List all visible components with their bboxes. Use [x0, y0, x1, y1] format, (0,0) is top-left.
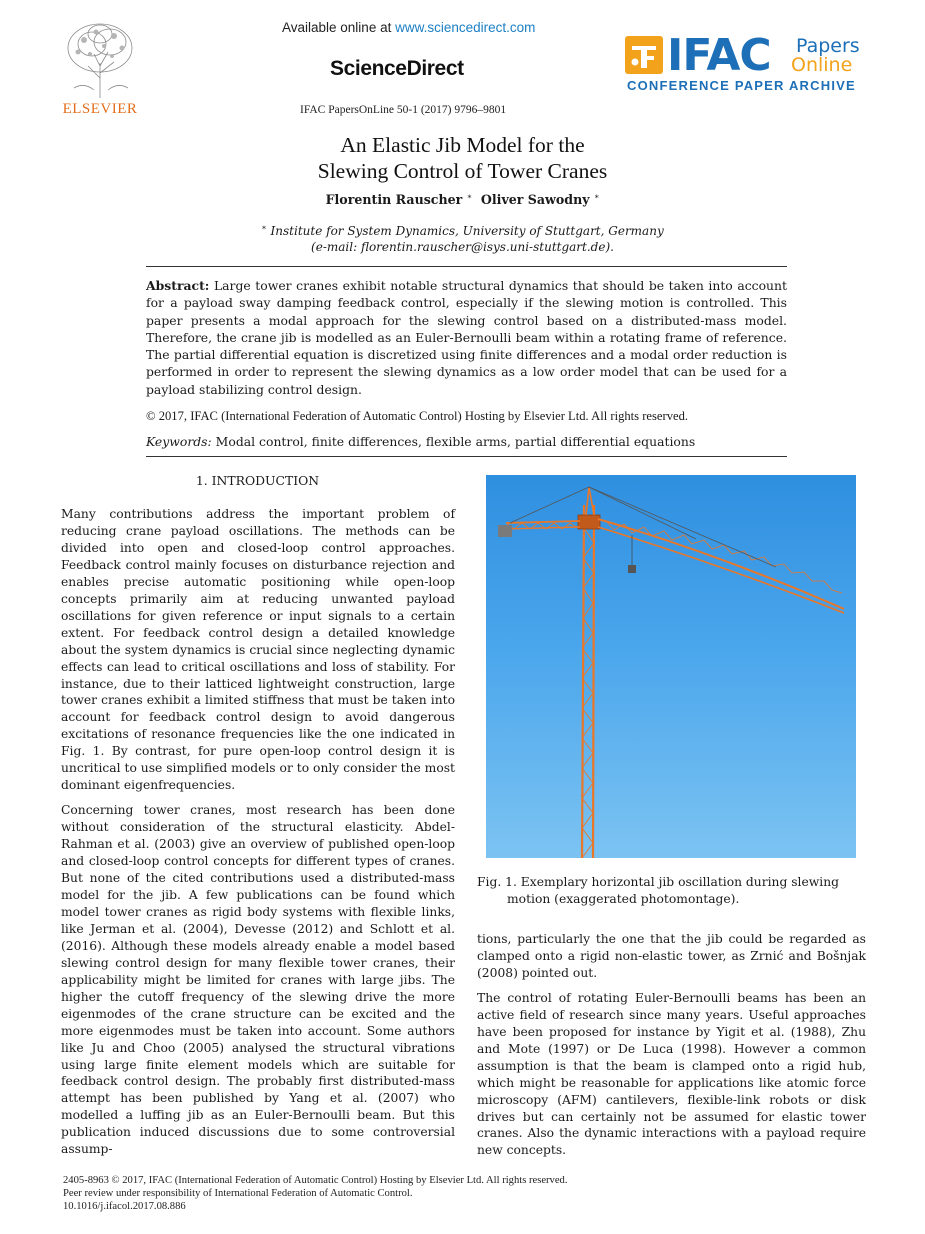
abstract-label: Abstract: — [146, 278, 210, 293]
affiliation-institute: Institute for System Dynamics, University of Stuttgart, Germany — [270, 224, 664, 238]
tower-crane-illustration — [486, 475, 856, 858]
affiliation — [0, 223, 925, 238]
figure-caption-line-1: Fig. 1. Exemplary horizontal jib oscillation during slewing — [477, 875, 840, 889]
paragraph: Concerning tower cranes, most research has been done without consideration of the structural elasticity. Abdel-Rahman et al. (2003) give an overview of published open-loop and closed-loop control concepts for different types of cranes. But none of the cited contributions used a distributed-mass model for the jib. A few publications can be found which model tower cranes as rigid body systems with flexible links, like Jerman et al. (2004), Devesse (2012) and Schlott et al. (2016). Although these models already enable a model based slewing control design for many flexible tower cranes, their applicability might be limited for cranes with large jibs. The higher the cutoff frequency of the slewing drive the more eigenmodes of the crane structure can be excited and the more eigenmodes must be taken into account. Some authors like Ju and Choo (2005) analysed the structural vibrations using large finite element models which are suitable for feedback control design. The probably first distributed-mass attempt has been published by Yang et al. (2007) who modelled a luffing jib as an Euler-Bernoulli beam. But this publication induced discussions due to some controversial assump- — [61, 803, 455, 1157]
paper-title-line-1: An Elastic Jib Model for the — [340, 133, 585, 157]
ifac-emblem-icon — [625, 36, 663, 74]
paragraph: tions, particularly the one that the jib could be regarded as clamped onto a rigid non-elastic tower, as Zrnić and Bošnjak (2008) pointed out. — [477, 932, 866, 980]
sciencedirect-wordmark: ScienceDirect — [330, 57, 464, 80]
elsevier-wordmark: ELSEVIER — [62, 101, 138, 117]
sciencedirect-link[interactable]: www.sciencedirect.com — [395, 20, 536, 35]
elsevier-logo — [58, 18, 142, 118]
left-column — [61, 506, 455, 1166]
ifac-online: Online — [791, 54, 853, 76]
footer-peer-review: Peer review under responsibility of International Federation of Automatic Control. — [63, 1188, 413, 1200]
affiliation-mark: ∗ — [261, 223, 267, 232]
figure-caption — [477, 874, 867, 908]
copyright-notice: © 2017, IFAC (International Federation of Automatic Control) Hosting by Elsevier Ltd. All rights reserved. — [146, 409, 689, 423]
author-2: Oliver Sawodny — [480, 192, 590, 208]
section-heading: 1. INTRODUCTION — [195, 473, 320, 488]
authors — [0, 192, 925, 207]
paragraph: The control of rotating Euler-Bernoulli beams has been an active field of research since many years. Useful approaches have been proposed for instance by Yigit et al. (1988), Zhu and Mote (1997) or De Luca (1998). However a common assumption is that the beam is clamped onto a rigid hub, which might be reasonable for applications like atomic force microscopy (AFM) cantilevers, flexible-link robots or disk drives but can certainly not be assumed for elastic tower cranes. Also the dynamic interactions with a payload require new concepts. — [477, 990, 866, 1158]
ifac-papers: Papers — [796, 35, 860, 57]
paragraph: Many contributions address the important problem of reducing crane payload oscillations. The methods can be divided into open and closed-loop control approaches. Feedback control mainly focuses on disturbance rejection and enables precise automatic positioning while open-loop concepts primarily aim at reducing unwanted payload oscillations for given reference or input signals to a certain extent. For feedback control design a detailed knowledge about the system dynamics is crucial since neglecting dynamic effects can lead to critical oscillations and loss of stability. For instance, due to their latticed lightweight construction, large tower cranes exhibit a limited stiffness that must be taken into account for feedback control design to avoid dangerous excitations of resonance frequencies like the one indicated in Fig. 1. By contrast, for pure open-loop control design it is uncritical to use simplified models or to only consider the most dominant eigenfrequencies. — [61, 507, 455, 793]
footer-copyright: 2405-8963 © 2017, IFAC (International Federation of Automatic Control) Hosting by Elsevier Ltd. All rights reserved. — [63, 1175, 568, 1186]
keywords-label: Keywords: — [146, 434, 212, 449]
author-1-mark: ∗ — [466, 192, 473, 201]
available-online — [282, 20, 535, 35]
affiliation-email: (e-mail: florentin.rauscher@isys.uni-stuttgart.de). — [311, 240, 614, 254]
abstract — [146, 277, 787, 398]
journal-reference: IFAC PapersOnLine 50-1 (2017) 9796–9801 — [300, 104, 507, 116]
author-1: Florentin Rauscher — [325, 192, 463, 208]
footer-doi: 10.1016/j.ifacol.2017.08.886 — [63, 1201, 186, 1213]
keywords — [146, 434, 787, 449]
right-column — [477, 931, 866, 1167]
available-prefix: Available online at — [282, 20, 396, 35]
paper-title-line-2: Slewing Control of Tower Cranes — [317, 159, 608, 183]
author-2-mark: ∗ — [593, 192, 600, 201]
ifac-wordmark: IFAC — [667, 30, 771, 81]
ifac-archive: CONFERENCE PAPER ARCHIVE — [627, 78, 856, 93]
ifac-logo — [625, 30, 870, 96]
figure-crane-photo — [486, 475, 856, 858]
keywords-text: Modal control, finite differences, flexible arms, partial differential equations — [215, 434, 696, 449]
figure-caption-line-2: motion (exaggerated photomontage). — [507, 892, 740, 906]
elsevier-tree-icon — [64, 18, 136, 100]
bottom-rule — [146, 456, 787, 457]
footer — [63, 1174, 863, 1214]
top-rule — [146, 266, 787, 267]
abstract-text: Large tower cranes exhibit notable structural dynamics that should be taken into account for a payload sway damping feedback control, especially if the slewing motion is controlled. This paper presents a modal approach for the slewing control based on a distributed-mass model. Therefore, the crane jib is modelled as an Euler-Bernoulli beam within a rotating frame of reference. The partial differential equation is discretized using finite differences and a modal order reduction is performed in order to represent the slewing dynamics as a low order model that can be used for a payload stabilizing control design. — [146, 278, 787, 397]
